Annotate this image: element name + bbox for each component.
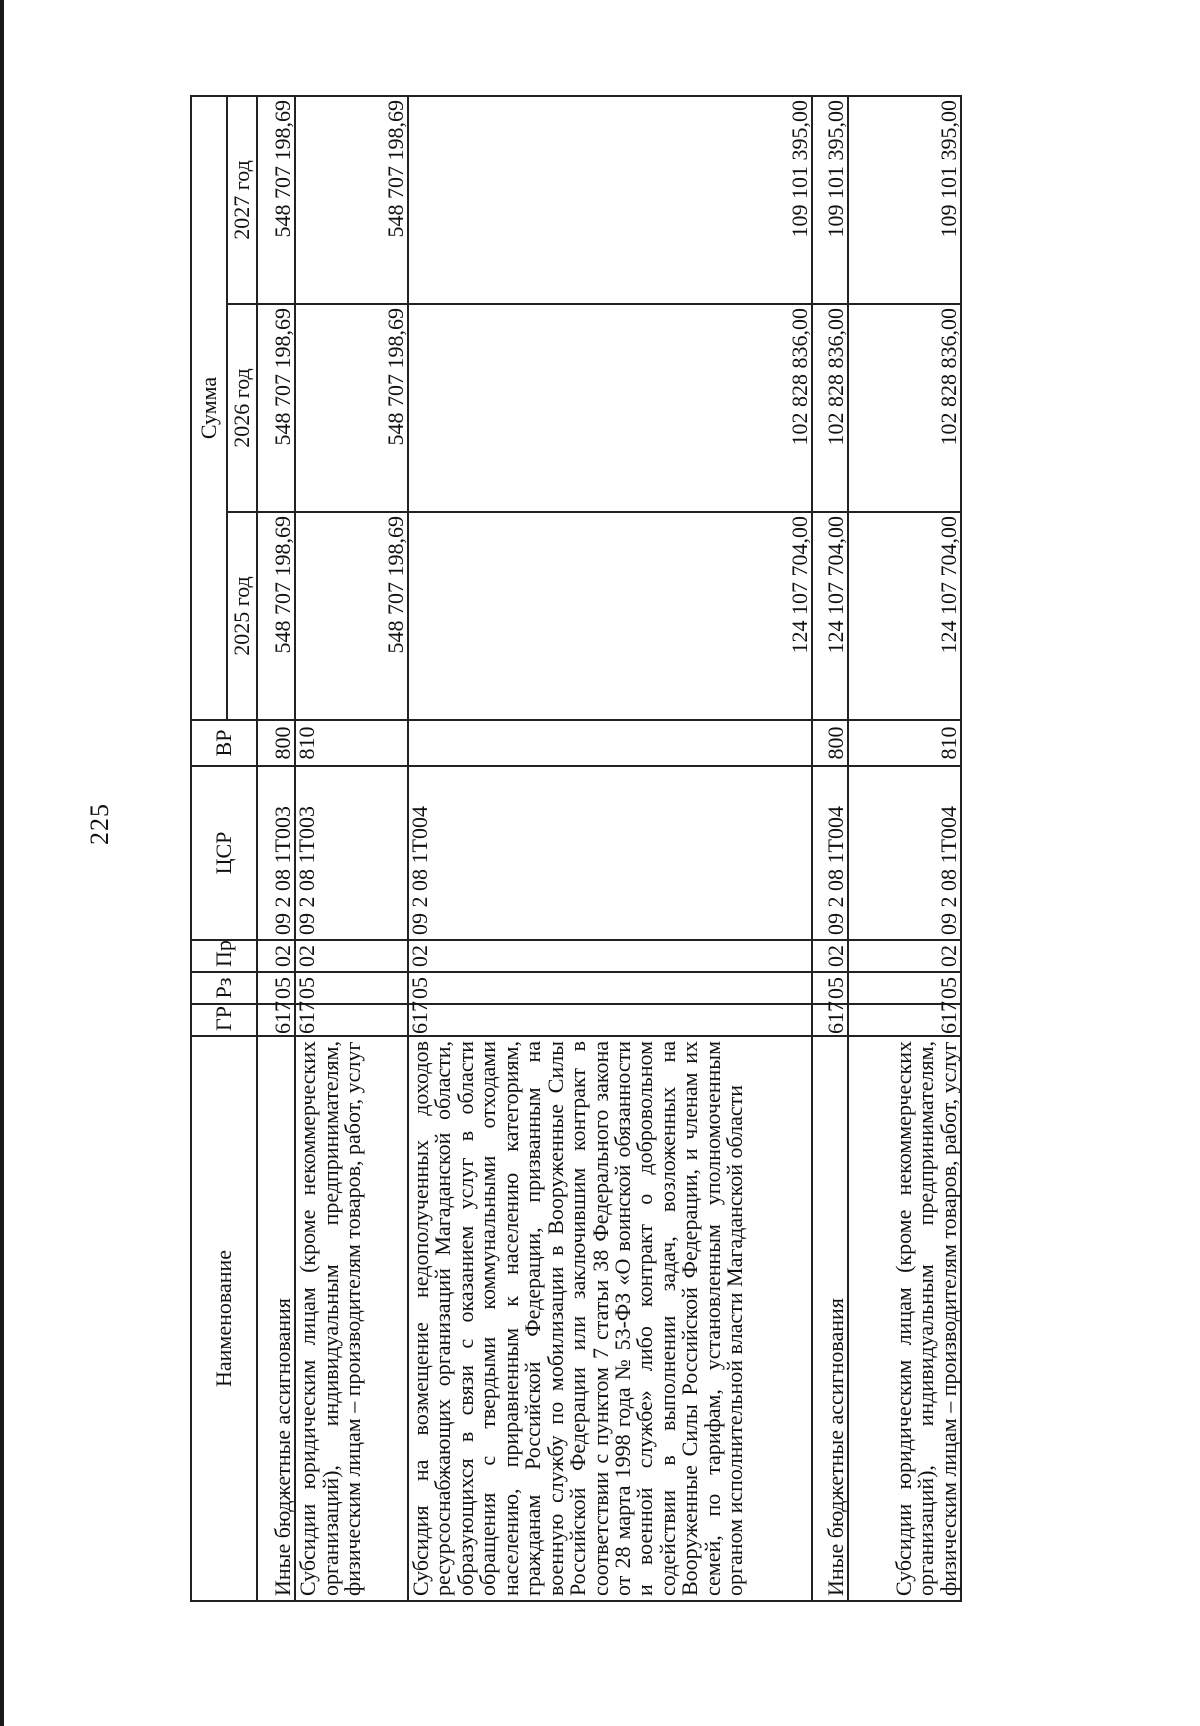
header-rz: Рз [191,972,257,1004]
row-gr: 617 [295,1004,408,1036]
row-rz: 05 [848,972,961,1004]
row-gr: 617 [408,1004,812,1036]
row-sum-2026: 548 707 198,69 [295,304,408,512]
row-pr: 02 [295,940,408,972]
table-row [408,96,812,1601]
row-csr: 09 2 08 1Т004 [812,766,848,940]
header-year-2025: 2025 год [227,512,257,720]
row-sum-2025: 548 707 198,69 [295,512,408,720]
row-gr: 617 [812,1004,848,1036]
row-sum-2026: 102 828 836,00 [408,304,812,512]
row-csr: 09 2 08 1Т004 [408,766,812,940]
row-sum-2027: 109 101 395,00 [848,96,961,304]
row-name: Субсидии юридическим лицам (кроме некоммерческих организаций), индивидуальным предпринимателям, физическим лицам – производителям товаров, работ, услуг [295,1036,408,1601]
row-gr: 617 [848,1004,961,1036]
row-csr: 09 2 08 1Т003 [257,766,295,940]
table-row [295,96,408,1601]
row-csr: 09 2 08 1Т004 [848,766,961,940]
page-number: 225 [85,803,114,845]
row-rz: 05 [408,972,812,1004]
row-name: Субсидия на возмещение недополученных доходов ресурсоснабжающих организаций Магаданской области, образующихся в связи с оказанием услуг в области обращения с твердыми коммунальными отходами населению, приравненным к населению категориям, гражданам Российской Федерации, призванным на военную службу по мобилизации в Вооруженные Силы Российской Федерации или заключившим контракт в соответствии с пунктом 7 статьи 38 Федерального закона от 28 марта 1998 года № 53-ФЗ «О воинской обязанности и военной службе» либо контракт о добровольном содействии в выполнении задач, возложенных на Вооруженные Силы Российской Федерации, и членам их семей, по тарифам, установленным уполномоченным органом исполнительной власти Магаданской области [408,1036,812,1601]
row-rz: 05 [295,972,408,1004]
row-sum-2027: 548 707 198,69 [295,96,408,304]
row-sum-2026: 548 707 198,69 [257,304,295,512]
row-name: Иные бюджетные ассигнования [257,1036,295,1601]
header-name: Наименование [191,1036,257,1601]
row-pr: 02 [848,940,961,972]
table-row [848,96,961,1601]
header-year-2026: 2026 год [227,304,257,512]
table-row [257,96,295,1601]
row-sum-2025: 124 107 704,00 [848,512,961,720]
header-pr: Пр [191,940,257,972]
row-vr: 800 [257,720,295,766]
row-vr [408,720,812,766]
row-vr: 800 [812,720,848,766]
row-pr: 02 [257,940,295,972]
row-sum-2025: 124 107 704,00 [408,512,812,720]
header-sum: Сумма [191,96,227,720]
row-name: Иные бюджетные ассигнования [812,1036,848,1601]
row-pr: 02 [408,940,812,972]
row-sum-2025: 124 107 704,00 [812,512,848,720]
row-sum-2027: 548 707 198,69 [257,96,295,304]
header-year-2027: 2027 год [227,96,257,304]
row-rz: 05 [812,972,848,1004]
row-sum-2026: 102 828 836,00 [848,304,961,512]
row-sum-2027: 109 101 395,00 [408,96,812,304]
budget-table-container [190,97,962,1602]
row-vr: 810 [295,720,408,766]
row-pr: 02 [812,940,848,972]
row-gr: 617 [257,1004,295,1036]
table-row [812,96,848,1601]
row-sum-2027: 109 101 395,00 [812,96,848,304]
row-vr: 810 [848,720,961,766]
binding-edge-line [0,0,4,1726]
header-gr: ГР [191,1004,257,1036]
row-csr: 09 2 08 1Т003 [295,766,408,940]
row-name: Субсидии юридическим лицам (кроме некоммерческих организаций), индивидуальным предпринимателям, физическим лицам – производителям товаров, работ, услуг [848,1036,961,1601]
table-header-row [191,96,227,1601]
row-sum-2025: 548 707 198,69 [257,512,295,720]
row-rz: 05 [257,972,295,1004]
budget-allocation-table [190,95,962,1602]
row-sum-2026: 102 828 836,00 [812,304,848,512]
header-csr: ЦСР [191,766,257,940]
header-vr: ВР [191,720,257,766]
